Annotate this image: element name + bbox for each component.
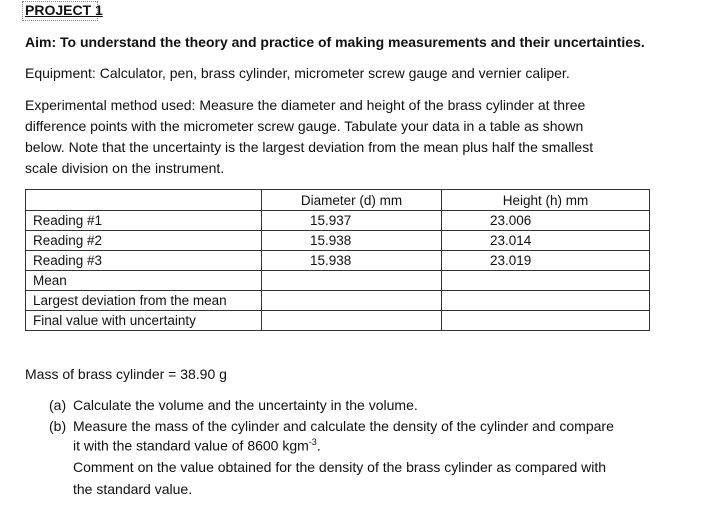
question-b-label: (b) [49,418,67,434]
diameter-cell [262,311,442,331]
page-title: PROJECT 1 [25,2,103,18]
question-a-text: Calculate the volume and the uncertainty in the volume. [73,397,418,413]
height-cell: 23.014 [442,231,650,251]
question-b-line2-text: it with the standard value of 8600 kgm [73,437,309,454]
table-row [26,271,650,291]
row-label: Mean [26,271,262,291]
row-label: Final value with uncertainty [26,311,262,331]
height-cell [442,291,650,311]
question-b-line3: Comment on the value obtained for the density of the brass cylinder as compared with [73,459,607,475]
diameter-cell: 15.938 [262,231,442,251]
question-b-line2-period: . [316,437,321,454]
method-line: scale division on the instrument. [25,160,225,176]
diameter-cell [262,291,442,311]
question-b-line2-superscript: -3 [308,437,317,447]
height-cell: 23.019 [442,251,650,271]
height-cell [442,271,650,291]
table-header-height: Height (h) mm [442,190,650,211]
height-cell [442,311,650,331]
table-row [26,251,650,271]
row-label: Reading #1 [26,211,262,231]
diameter-cell [262,271,442,291]
equipment-text: Equipment: Calculator, pen, brass cylinder, micrometer screw gauge and vernier caliper. [25,65,570,81]
row-label: Reading #2 [26,231,262,251]
table-header-diameter: Diameter (d) mm [262,190,442,211]
method-paragraph [25,95,665,179]
table-header-empty [26,190,262,211]
question-b-line4: the standard value. [73,481,193,497]
diameter-cell: 15.938 [262,251,442,271]
diameter-cell: 15.937 [262,211,442,231]
method-line: below. Note that the uncertainty is the largest deviation from the mean plus half the smallest [25,139,594,155]
height-cell: 23.006 [442,211,650,231]
table-header-row [26,190,650,211]
mass-text: Mass of brass cylinder = 38.90 g [25,366,227,382]
method-line: difference points with the micrometer screw gauge. Tabulate your data in a table as shown [25,118,584,134]
row-label: Largest deviation from the mean [26,291,262,311]
table-row [26,231,650,251]
table-row [26,211,650,231]
question-b-line2 [73,437,321,454]
aim-text: Aim: To understand the theory and practice of making measurements and their uncertainties. [25,34,645,50]
question-b [49,416,614,437]
measurement-table [25,189,650,331]
question-b-text: Measure the mass of the cylinder and calculate the density of the cylinder and compare [73,418,614,434]
method-line: Experimental method used: Measure the diameter and height of the brass cylinder at three [25,97,586,113]
table-row [26,311,650,331]
table-row [26,291,650,311]
question-a [49,395,418,416]
question-a-label: (a) [49,397,67,413]
row-label: Reading #3 [26,251,262,271]
